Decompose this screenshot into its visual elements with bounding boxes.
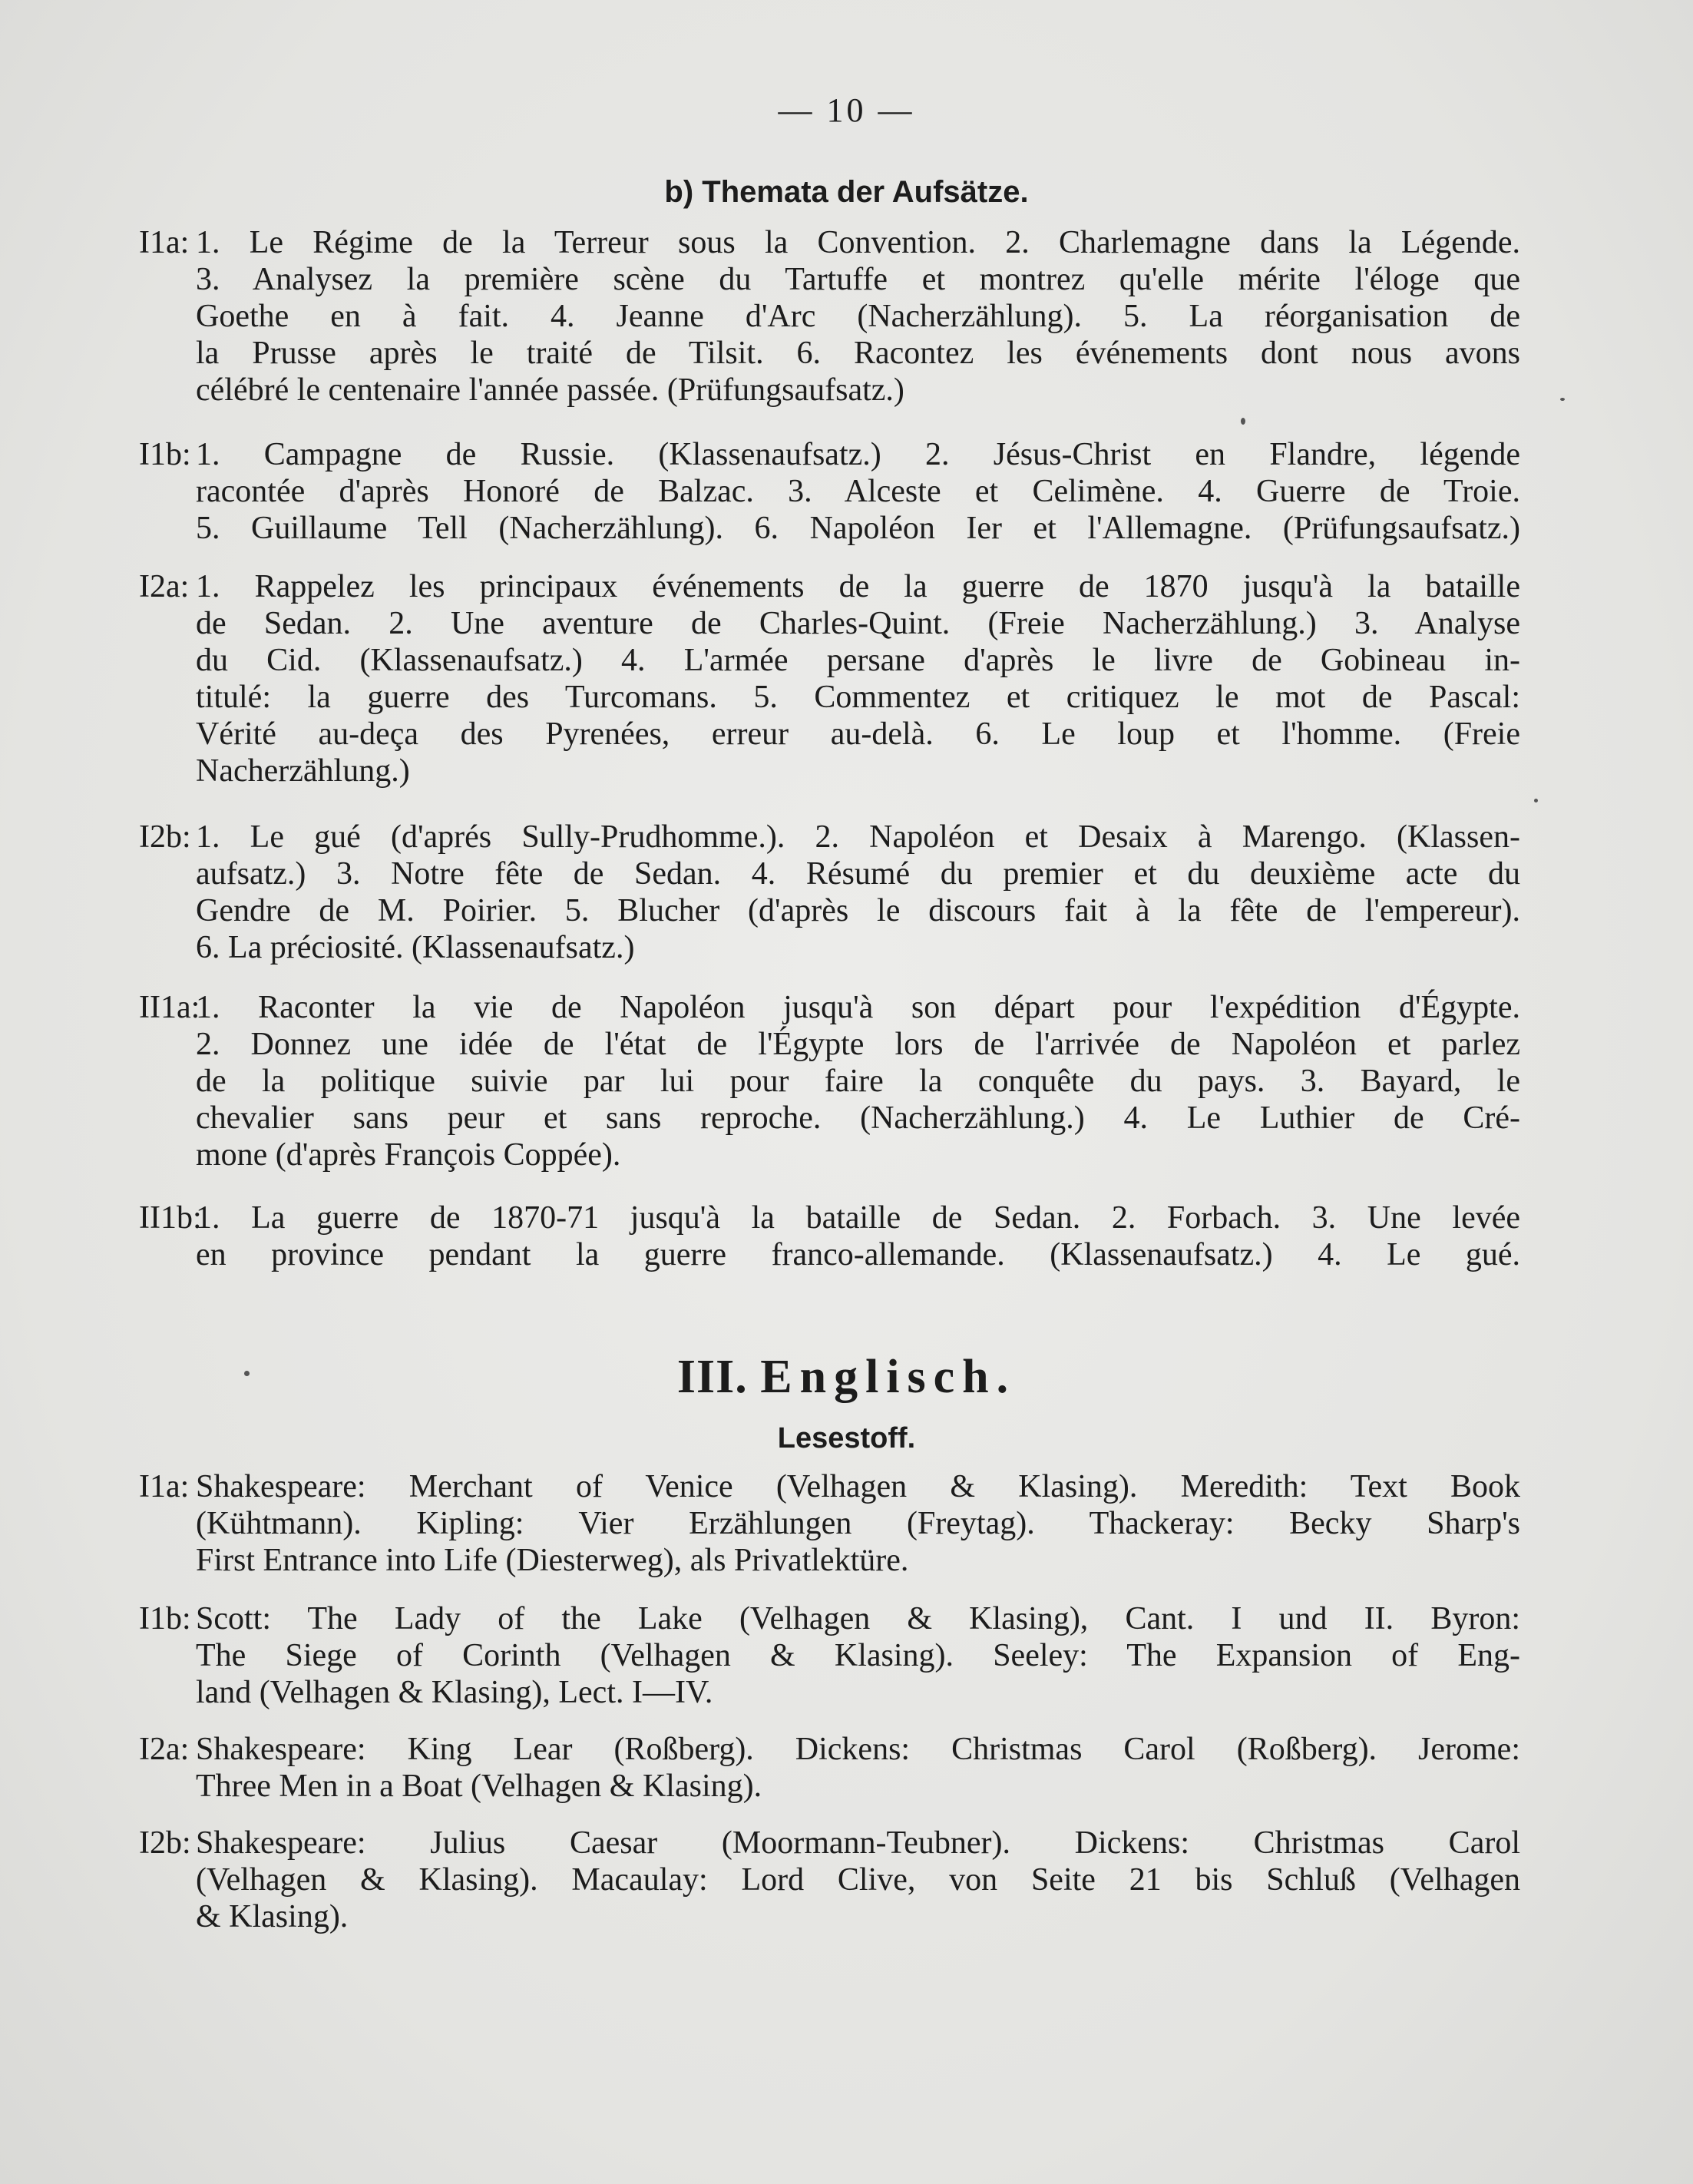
entry-line: 3. Analysez la première scène du Tartuffe et montrez qu'elle mérite l'éloge que	[196, 262, 1520, 297]
entry-line: Shakespeare: Julius Caesar (Moormann-Teubner). Dickens: Christmas Carol	[196, 1825, 1520, 1861]
entry-line: Shakespeare: King Lear (Roßberg). Dickens: Christmas Carol (Roßberg). Jerome:	[196, 1732, 1520, 1767]
lesestoff-entry-i2b	[139, 1825, 1520, 1935]
entry-label: I2b:	[139, 1825, 191, 1861]
entry-line: célébré le centenaire l'année passée. (Prüfungsaufsatz.)	[196, 372, 904, 408]
aufsatz-entry-ii1a	[139, 989, 1520, 1173]
entry-line: Goethe en à fait. 4. Jeanne d'Arc (Nacherzählung). 5. La réorganisation de	[196, 299, 1520, 334]
paper-speck	[244, 1371, 250, 1376]
entry-label: I2a:	[139, 1732, 190, 1767]
aufsatz-entry-i1b	[139, 436, 1520, 547]
entry-line: Shakespeare: Merchant of Venice (Velhagen & Klasing). Meredith: Text Book	[196, 1469, 1520, 1504]
entry-label: I1b:	[139, 437, 191, 472]
entry-line: 1. Le Régime de la Terreur sous la Convention. 2. Charlemagne dans la Légende.	[196, 225, 1520, 260]
entry-line: du Cid. (Klassenaufsatz.) 4. L'armée persane d'après le livre de Gobineau in-	[196, 643, 1520, 678]
entry-line: 6. La préciosité. (Klassenaufsatz.)	[196, 930, 635, 965]
entry-line: First Entrance into Life (Diesterweg), als Privatlektüre.	[196, 1543, 909, 1578]
entry-line: land (Velhagen & Klasing), Lect. I—IV.	[196, 1675, 713, 1710]
entry-line: titulé: la guerre des Turcomans. 5. Commentez et critiquez le mot de Pascal:	[196, 680, 1520, 715]
entry-label: II1a:	[139, 990, 200, 1025]
entry-line: de la politique suivie par lui pour faire la conquête du pays. 3. Bayard, le	[196, 1064, 1520, 1099]
aufsatz-entry-i1a	[139, 224, 1520, 409]
entry-line: 1. Le gué (d'aprés Sully-Prudhomme.). 2. Napoléon et Desaix à Marengo. (Klassen-	[196, 819, 1520, 855]
entry-label: I1b:	[139, 1601, 191, 1636]
page-number: — 10 —	[778, 91, 915, 129]
section-title-word: Englisch.	[760, 1351, 1017, 1403]
lesestoff-entry-i1b	[139, 1600, 1520, 1711]
lesestoff-heading: Lesestoff.	[777, 1422, 916, 1454]
lesestoff-entry-i2a	[139, 1731, 1520, 1805]
entry-line: mone (d'après François Coppée).	[196, 1137, 621, 1173]
entry-line: The Siege of Corinth (Velhagen & Klasing). Seeley: The Expansion of Eng-	[196, 1638, 1520, 1673]
entry-label: II1b:	[139, 1200, 202, 1236]
section-title-prefix: III.	[676, 1351, 748, 1403]
paper-speck	[1534, 799, 1538, 802]
entry-line: aufsatz.) 3. Notre fête de Sedan. 4. Résumé du premier et du deuxième acte du	[196, 856, 1520, 892]
entry-line: (Kühtmann). Kipling: Vier Erzählungen (Freytag). Thackeray: Becky Sharp's	[196, 1506, 1520, 1541]
aufsatz-entry-i2a	[139, 568, 1520, 789]
section-title	[0, 1350, 1693, 1405]
entry-label: I1a:	[139, 1469, 190, 1504]
entry-label: I2a:	[139, 569, 190, 604]
lesestoff-entry-i1a	[139, 1468, 1520, 1579]
entry-label: I1a:	[139, 225, 190, 260]
entry-label: I2b:	[139, 819, 191, 855]
entry-line: en province pendant la guerre franco-allemande. (Klassenaufsatz.) 4. Le gué.	[196, 1237, 1520, 1272]
aufsatz-entry-ii1b	[139, 1200, 1520, 1273]
entry-line: 5. Guillaume Tell (Nacherzählung). 6. Napoléon Ier et l'Allemagne. (Prüfungsaufsatz.)	[196, 511, 1520, 546]
entry-line: de Sedan. 2. Une aventure de Charles-Quint. (Freie Nacherzählung.) 3. Analyse	[196, 606, 1520, 641]
entry-line: 2. Donnez une idée de l'état de l'Égypte lors de l'arrivée de Napoléon et parlez	[196, 1027, 1520, 1062]
entry-line: (Velhagen & Klasing). Macaulay: Lord Clive, von Seite 21 bis Schluß (Velhagen	[196, 1862, 1520, 1898]
entry-line: Nacherzählung.)	[196, 753, 410, 789]
entry-line: chevalier sans peur et sans reproche. (Nacherzählung.) 4. Le Luthier de Cré-	[196, 1100, 1520, 1136]
entry-line: & Klasing).	[196, 1899, 349, 1934]
paper-speck	[1241, 418, 1245, 425]
entry-line: 1. Raconter la vie de Napoléon jusqu'à son départ pour l'expédition d'Égypte.	[196, 990, 1520, 1025]
entry-line: racontée d'après Honoré de Balzac. 3. Alceste et Celimène. 4. Guerre de Troie.	[196, 474, 1520, 509]
entry-line: Vérité au-deça des Pyrenées, erreur au-delà. 6. Le loup et l'homme. (Freie	[196, 716, 1520, 752]
aufsaetze-heading: b) Themata der Aufsätze.	[664, 175, 1029, 209]
entry-line: 1. La guerre de 1870-71 jusqu'à la bataille de Sedan. 2. Forbach. 3. Une levée	[196, 1200, 1520, 1236]
paper-speck	[1560, 398, 1565, 401]
entry-line: Scott: The Lady of the Lake (Velhagen & Klasing), Cant. I und II. Byron:	[196, 1601, 1520, 1636]
entry-line: 1. Campagne de Russie. (Klassenaufsatz.) 2. Jésus-Christ en Flandre, légende	[196, 437, 1520, 472]
aufsatz-entry-i2b	[139, 819, 1520, 966]
entry-line: Three Men in a Boat (Velhagen & Klasing).	[196, 1769, 762, 1804]
entry-line: Gendre de M. Poirier. 5. Blucher (d'après le discours fait à la fête de l'empereur).	[196, 893, 1520, 928]
entry-line: 1. Rappelez les principaux événements de la guerre de 1870 jusqu'à la bataille	[196, 569, 1520, 604]
entry-line: la Prusse après le traité de Tilsit. 6. Racontez les événements dont nous avons	[196, 336, 1520, 371]
